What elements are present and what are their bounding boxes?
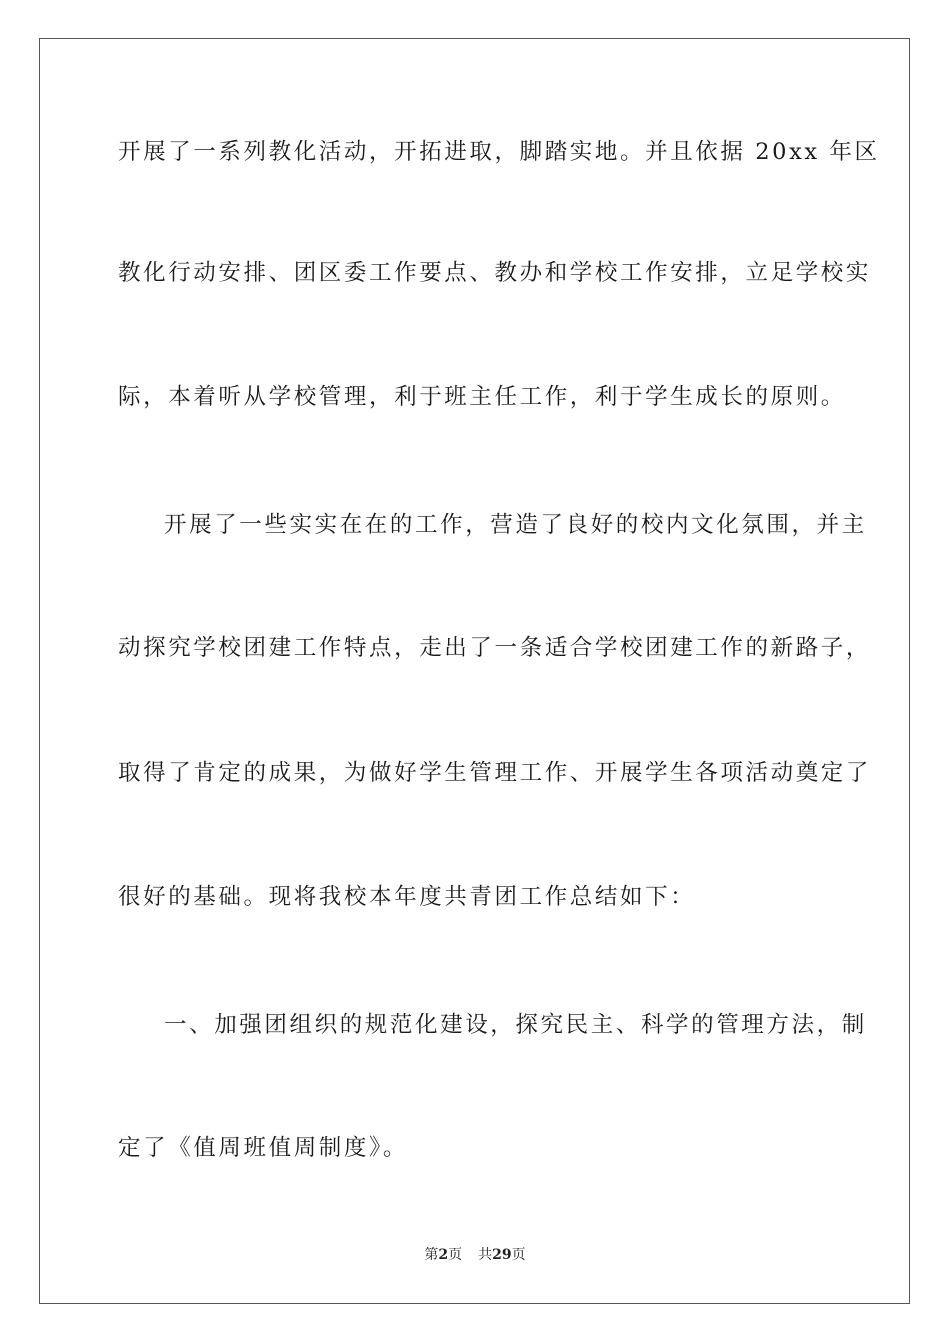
body-line-9: 定了《值周班值周制度》。 xyxy=(118,1135,408,1161)
footer-total-suffix: 页 xyxy=(511,1247,526,1263)
page-border xyxy=(39,38,910,1304)
body-line-5: 动探究学校团建工作特点，走出了一条适合学校团建工作的新路子， xyxy=(118,635,872,661)
page-footer xyxy=(0,1246,950,1264)
body-line-7: 很好的基础。现将我校本年度共青团工作总结如下： xyxy=(118,884,696,910)
footer-total-pages: 29 xyxy=(492,1247,512,1263)
footer-total-prefix: 共 xyxy=(478,1247,493,1263)
body-line-6: 取得了肯定的成果，为做好学生管理工作、开展学生各项活动奠定了 xyxy=(118,760,872,786)
body-line-8: 一、加强团组织的规范化建设，探究民主、科学的管理方法，制 xyxy=(164,1012,867,1038)
footer-page-prefix: 第 xyxy=(424,1247,439,1263)
footer-page-number: 2 xyxy=(438,1247,449,1263)
footer-page-suffix: 页 xyxy=(448,1247,463,1263)
body-line-3: 际，本着听从学校管理，利于班主任工作，利于学生成长的原则。 xyxy=(118,384,846,410)
body-line-2: 教化行动安排、团区委工作要点、教办和学校工作安排，立足学校实 xyxy=(118,260,872,286)
body-line-4: 开展了一些实实在在的工作，营造了良好的校内文化氛围，并主 xyxy=(164,512,867,538)
body-line-1: 开展了一系列教化活动，开拓进取，脚踏实地。并且依据 20xx 年区 xyxy=(118,139,880,165)
